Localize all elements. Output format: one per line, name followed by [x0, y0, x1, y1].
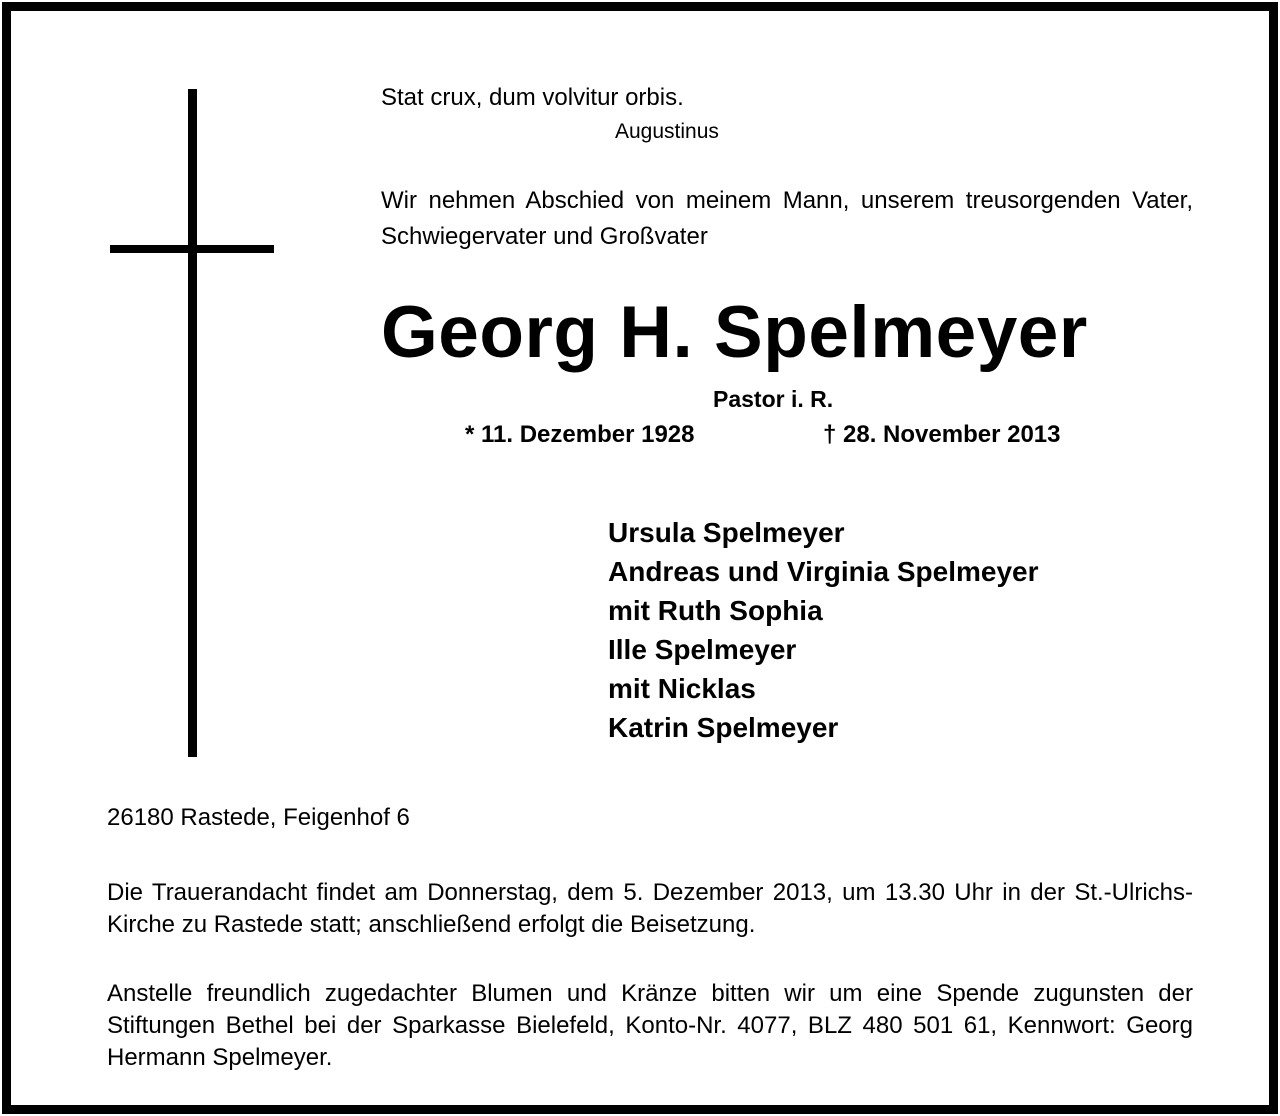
motto-author: Augustinus — [615, 120, 719, 143]
mourner-item: Andreas und Virginia Spelmeyer — [608, 556, 1039, 587]
service-notice: Die Trauerandacht findet am Donnerstag, dem 5. Dezember 2013, um 13.30 Uhr in der St.-Ulrichs-Kirche zu Rastede statt; anschließend erfolgt die Beisetzung. — [107, 879, 1193, 938]
intro-text: Wir nehmen Abschied von meinem Mann, unserem treusorgenden Vater, Schwiegervater und Großvater — [381, 187, 1193, 250]
death-date: † 28. November 2013 — [823, 421, 1061, 448]
cross-horizontal-beam — [110, 245, 274, 253]
mourner-item: mit Ruth Sophia — [608, 595, 823, 626]
mourner-item: Katrin Spelmeyer — [608, 712, 839, 743]
birth-date: * 11. Dezember 1928 — [465, 421, 695, 448]
mourners-list — [608, 513, 1039, 747]
cross-vertical-beam — [188, 89, 197, 757]
motto-quote: Stat crux, dum volvitur orbis. — [381, 84, 684, 111]
deceased-name: Georg H. Spelmeyer — [381, 292, 1088, 373]
obituary-notice — [2, 2, 1278, 1114]
donation-notice: Anstelle freundlich zugedachter Blumen und Kränze bitten wir um eine Spende zugunsten der Stiftungen Bethel bei der Sparkasse Bielefeld, Konto-Nr. 4077, BLZ 480 501 61, Kennwort: Georg Hermann Spelmeyer. — [107, 980, 1193, 1071]
deceased-title: Pastor i. R. — [713, 386, 834, 412]
mourner-item: mit Nicklas — [608, 673, 756, 704]
mourner-item: Ille Spelmeyer — [608, 634, 797, 665]
mourner-item: Ursula Spelmeyer — [608, 517, 845, 548]
family-address: 26180 Rastede, Feigenhof 6 — [107, 804, 410, 831]
